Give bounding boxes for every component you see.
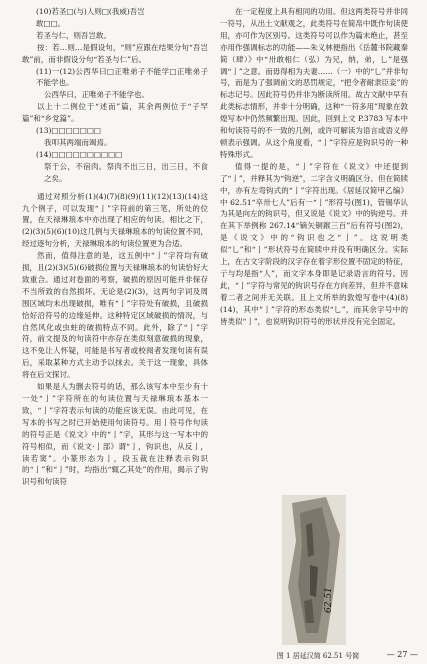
bamboo-slip-photo (282, 495, 346, 645)
example-line: (14)□□□□□□□□□□ (36, 149, 123, 159)
right-column (220, 6, 408, 327)
left-column (22, 6, 208, 488)
example-line: 我叩其两端而竭焉。 (44, 137, 112, 147)
slip-number-label: 62.51 (324, 587, 334, 613)
example-line: 若圣与仁，则吾岂敢。 (36, 30, 111, 40)
body-paragraph: 如果是人为删去符号的话，那么该写本中至少有十一处“亅”字符所在的句读位置与天禄琳琅本基本一致，“亅”字符表示句读的功能应该无误。由此可见，在写本的书写之时已开始使用句读符号。用亅符号作句读的符号正是《说文》中的“亅”字，其形与这一写本中的符号相似，而《说文·亅部》谓“亅，钩识也，从反亅，读若窦”。小篆形态为亅，段玉裁在注释表示钩识的“亅”和“亅”时，均指出“辄乙其处”的作用，揭示了钩识号和句读符 (22, 382, 208, 487)
body-paragraph: 按：若…则…是假设句，“则”应跟在结果分句“吾岂敢”前，而非假设分句“若圣与仁”后。 (22, 42, 208, 64)
slip-image (282, 495, 346, 645)
example-line: (10)若圣□(与)人则□(我威)吾岂 (36, 7, 145, 16)
example-line: 祭于公，不宿肉。祭肉不出三日，出三日，不食之矣。 (44, 161, 208, 183)
page-number: — 27 — (386, 650, 418, 659)
example-line: 公西华曰，正唯弟子不能学也。 (44, 90, 149, 100)
body-paragraph: 以上十二例位于“述而”篇，其余两例位于“子罕篇”和“乡党篇”。 (22, 102, 208, 124)
body-paragraph: 通过对照分析(1)(4)(7)(8)(9)(11)(12)(13)(14)这九个例子，可以发现“亅”字符前的第三笔，所处的位置，在天禄琳琅本中亦出现了相应的句读。相比之下，(2)(3)(5)(6)(10)这几例与天禄琳琅本的句读位置不同，经过逐句分析，天禄琳琅本的句读位置更为合适。 (22, 191, 208, 249)
example-line: 敢□□。 (36, 18, 66, 28)
body-paragraph: 在一定程度上具有相同的功用。但这两类符号并非同一符号，从出土文献观之，此类符号在简帛中既作句读使用，亦可作为区别号。这类符号可以作为篇末绝止，甚至亦用作强调标志的功能——朱义林便指出《岳麓书院藏秦简（肆）》中“卅敢相仁（弘）为兄，纳，弟，乚”是强调“亅”之意。而毋得相为夫妻……（一）中的“乚”并非句号，而是为了强调前文的恶罚规定，“把令者耐隶臣妾”的标志记号。因此符号仍并非为断读所用。故古文献中早有此类标志情形，并非十分明确，这种“一符多用”现象在敦煌写本中仍然频繁出现。因此，回到上文 P.3783 写本中和句读符号的不一致的几例，或许可解读为语言或语义停顿表示强调。从这个角度看，“亅”字符应是钩识号的一种特殊形式。 (220, 7, 408, 159)
example-line: (11)一(12)公西华曰□正唯弟子不能学□正唯弟子不能学也。 (36, 66, 208, 88)
figure-caption: 图 1 居延汉简 62.51 号简 (276, 652, 360, 660)
body-paragraph: 值得一提的是，“亅”字符在《说文》中还提到了“亅”，并释其为“钩逆”，二字含义明确区分。但在简牍中，亦有左弯钩式的“亅”字符出现。《居延汉简甲乙编》中 62.51“卒卅七人”后有一“亅”形符号(图1)，管锡华认为其是向左的钩识号，但又说是《说文》中的钩逆号。并在其下举例称 267.14“镝矢铜鍭三百”后有符号(图2)，是《说文》中的“钩识也之“亅”。这说明类似“乚”和“亅”形状符号在简牍中并没有明确区分。实际上，在古文字阶段的汉字存在着字形位置不固定的特征，亍与均是指“人”，而文字本身即是记录语言的符号。因此，“亅”字符与常见的钩识号存在方向差异，但并不意味着二者之间并无关联。且上文所举的敦煌写卷中(4)(8)(14)，其中“亅”字符的形态类似“乚”，而其余字号中的皆类似“亅”，也说明钩识符号的形状并没有完全固定。 (220, 161, 408, 326)
body-paragraph: 然而，值得注意的是，这五例中“亅”字符均有破损，且(2)(3)(5)(6)破损位置与天禄琳琅本的句读恰好大致重合。通过对卷面的考察，破损的原因可能并非保存不当所致的自然损坏。无论是(2)(3)，这两句字词及周围区域均未出现破损，唯有“亅”字符处有破损，且破损恰好沿符号的边缘延伸。这种特定区域破损的情况，与自然风化或虫蛀的破损特点不同。此外，除了“亅”字符，前文提及的句读符中亦存在类似刻意破损的现象，这不免让人怀疑，可能是书写者或校阅者发现句读有误后，采取某种方式主动予以抹去。关于这一现象，具体将在后文探讨。 (22, 251, 208, 380)
example-line: (13)□□□□□□□ (36, 126, 101, 136)
